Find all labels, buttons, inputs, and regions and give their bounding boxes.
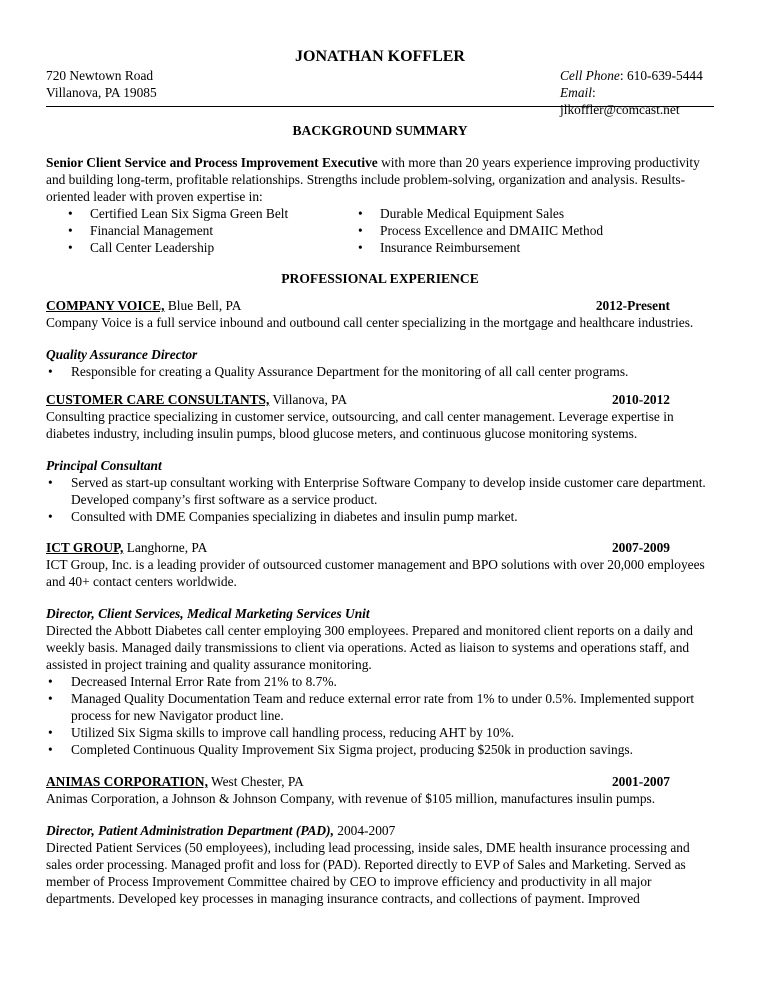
background-lead-text: with more than 20 years experience improving productivity and building long-term, profitable relationships. Strengths include problem-solving, organization and analysis. Results-oriented leader with proven expertise in: [46, 155, 700, 204]
job-role: Director, Patient Administration Department (PAD), [46, 823, 334, 838]
role-years: 2004-2007 [333, 823, 396, 838]
address-line-1: 720 Newtown Road [46, 68, 154, 83]
company-location: West Chester, PA [207, 774, 304, 789]
role-description: Directed the Abbott Diabetes call center employing 300 employees. Prepared and monitored client reports on a daily and weekly basis. Managed daily transmissions to client via operations. Acted as liaison to systems and operations staff, and assisted in project training and quality assurance monitoring. [46, 623, 694, 672]
company-name: COMPANY VOICE, [46, 298, 165, 313]
email-line: Email: jlkoffler@comcast.net [560, 85, 680, 117]
company-description: ICT Group, Inc. is a leading provider of outsourced customer management and BPO solutions with over 20,000 employees and 40+ contact centers worldwide. [46, 557, 705, 589]
phone-label: Cell Phone [560, 68, 620, 83]
job-role: Principal Consultant [46, 458, 162, 473]
job-header [46, 391, 714, 408]
background-summary [46, 154, 714, 205]
phone-number: 610-639-5444 [626, 68, 703, 83]
address-line-2: Villanova, PA 19085 [46, 85, 157, 100]
job-role: Quality Assurance Director [46, 347, 198, 362]
skill-item: • Call Center Leadership [68, 239, 358, 256]
job-years: 2012-Present [595, 298, 670, 313]
skill-item: • Process Excellence and DMAIIC Method [358, 222, 603, 239]
skills-column-1 [46, 205, 358, 256]
job-role: Director, Client Services, Medical Marketing Services Unit [46, 606, 370, 621]
job-bullets [46, 673, 714, 758]
job-header [46, 297, 714, 314]
company-description: Consulting practice specializing in customer service, outsourcing, and call center management. Leverage expertise in diabetes industry, including insulin pumps, blood glucose meters, and continuous glucose monitoring systems. [46, 409, 674, 441]
phone-line: Cell Phone: 610-639-5444 [560, 68, 703, 83]
bullet-item: • Completed Continuous Quality Improvement Six Sigma project, producing $250k in production savings. [46, 741, 714, 758]
bullet-item: • Managed Quality Documentation Team and reduce external error rate from 1% to under 0.5%. Implemented support process for new Navigator product line. [46, 690, 714, 724]
company-name: CUSTOMER CARE CONSULTANTS, [46, 392, 270, 407]
contact-block [46, 67, 714, 117]
job-animas [46, 773, 714, 907]
company-location: Villanova, PA [269, 392, 348, 407]
company-name: ICT GROUP, [46, 540, 124, 555]
job-header [46, 773, 714, 790]
company-location: Blue Bell, PA [164, 298, 242, 313]
company-name: ANIMAS CORPORATION, [46, 774, 208, 789]
job-company-voice [46, 297, 714, 380]
bullet-item: • Consulted with DME Companies specializing in diabetes and insulin pump market. [46, 508, 714, 525]
experience-heading: PROFESSIONAL EXPERIENCE [281, 271, 479, 286]
phone-email [560, 67, 714, 118]
job-header [46, 539, 714, 556]
bullet-item: • Responsible for creating a Quality Assurance Department for the monitoring of all call center programs. [46, 363, 714, 380]
company-location: Langhorne, PA [123, 540, 208, 555]
company-description: Animas Corporation, a Johnson & Johnson Company, with revenue of $105 million, manufactures insulin pumps. [46, 791, 656, 806]
role-description: Directed Patient Services (50 employees), including lead processing, inside sales, DME health insurance processing and sales order processing. Managed profit and loss for (PAD). Reported directly to EVP of Sales and Marketing. Served as member of Process Improvement Committee chaired by CEO to improve efficiency and productivity in all major departments. Developed key processes in managing insurance contracts, and collections of payment. Improved [46, 840, 690, 906]
job-role-line [46, 822, 714, 839]
background-lead-bold: Senior Client Service and Process Improvement Executive [46, 155, 378, 170]
bullet-item: • Served as start-up consultant working with Enterprise Software Company to develop inside customer care department. Developed company’s first software as a service product. [46, 474, 714, 508]
skill-item: • Certified Lean Six Sigma Green Belt [68, 205, 358, 222]
company-description: Company Voice is a full service inbound and outbound call center specializing in the mortgage and healthcare industries. [46, 315, 694, 330]
bullet-item: • Utilized Six Sigma skills to improve call handling process, reducing AHT by 10%. [46, 724, 714, 741]
job-years: 2001-2007 [611, 774, 670, 789]
bullet-item: • Decreased Internal Error Rate from 21% to 8.7%. [46, 673, 714, 690]
email-label: Email [560, 85, 592, 100]
job-years: 2007-2009 [611, 540, 670, 555]
job-years: 2010-2012 [611, 392, 670, 407]
skills-column-2 [358, 205, 603, 256]
email-address: jlkoffler@comcast.net [560, 102, 680, 117]
job-ict-group [46, 539, 714, 758]
background-heading: BACKGROUND SUMMARY [292, 123, 468, 138]
skill-item: • Durable Medical Equipment Sales [358, 205, 603, 222]
resume-page [46, 0, 714, 907]
skill-item: • Financial Management [68, 222, 358, 239]
job-bullets [46, 474, 714, 525]
skill-item: • Insurance Reimbursement [358, 239, 603, 256]
skills-columns [46, 205, 714, 256]
address [46, 67, 157, 101]
candidate-name: JONATHAN KOFFLER [295, 48, 465, 65]
job-bullets [46, 363, 714, 380]
job-customer-care [46, 391, 714, 525]
